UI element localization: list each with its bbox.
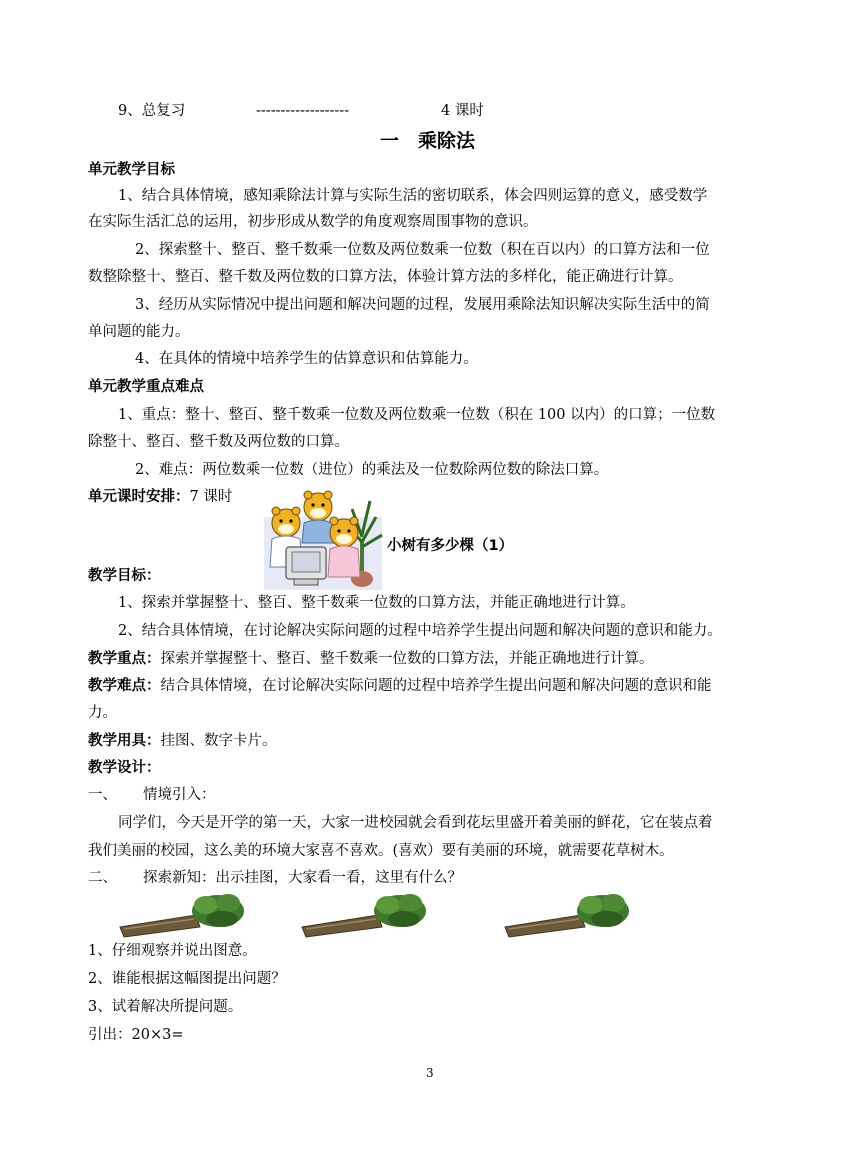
lesson-key: [88, 649, 654, 669]
lesson-key-label: 教学重点：: [88, 651, 161, 667]
task-line: 1、仔细观察并说出图意。: [88, 943, 257, 959]
step2-title: 探索新知：出示挂图，大家看一看，这里有什么？: [143, 870, 462, 886]
lesson-tools-text: 挂图、数字卡片。: [160, 733, 277, 749]
lesson-tools: [88, 731, 277, 751]
unit-goal-line: 数整除整十、整百、整千数及两位数的口算方法，体验计算方法的多样化，能正确进行计算。: [88, 269, 683, 285]
lesson-goal-line: 2、结合具体情境，在讨论解决实际问题的过程中培养学生提出问题和解决问题的意识和能力。: [118, 623, 722, 639]
unit-goals-heading: 单元教学目标: [88, 162, 175, 178]
lesson-tools-label: 教学用具：: [88, 733, 161, 749]
lesson-difficult-cont: 力。: [88, 705, 117, 721]
fallen-tree-image: [118, 893, 246, 941]
unit-schedule-label: 单元课时安排：: [88, 489, 190, 505]
lesson-difficult-label: 教学难点：: [88, 678, 161, 694]
unit-goal-line: 在实际生活汇总的运用，初步形成从数学的角度观察周围事物的意识。: [88, 214, 538, 230]
intro-line: 同学们，今天是开学的第一天，大家一进校园就会看到花坛里盛开着美丽的鲜花，它在装点着: [118, 815, 713, 831]
lesson-difficult: [88, 676, 712, 696]
unit-title: 一 乘除法: [380, 130, 476, 152]
unit-key-line: 1、重点：整十、整百、整千数乘一位数及两位数乘一位数（积在 100 以内）的口算；一位数: [118, 407, 716, 423]
step2-number: 二、: [88, 870, 117, 886]
tigers-computer-illustration: [264, 487, 384, 590]
unit-key-line: 除整十、整百、整千数及两位数的口算。: [88, 434, 349, 450]
fallen-tree-image: [503, 893, 631, 941]
unit-goal-line: 单问题的能力。: [88, 324, 190, 340]
derive-line: 引出：20×3=: [88, 1027, 184, 1043]
unit-goal-line: 1、结合具体情境，感知乘除法计算与实际生活的密切联系，体会四则运算的意义，感受数学: [118, 188, 708, 204]
step1-number: 一、: [88, 787, 117, 803]
toc-item: 9、总复习: [118, 103, 186, 119]
unit-schedule: [88, 487, 232, 507]
toc-leader: -------------------: [256, 103, 350, 119]
page-number: 3: [426, 1066, 434, 1080]
unit-schedule-value: 7 课时: [189, 489, 233, 505]
step1-title: 情境引入：: [143, 787, 216, 803]
intro-line: 我们美丽的校园，这么美的环境大家喜不喜欢。(喜欢）要有美丽的环境，就需要花草树木。: [88, 843, 674, 859]
task-line: 2、谁能根据这幅图提出问题？: [88, 971, 286, 987]
unit-goal-line: 2、探索整十、整百、整千数乘一位数及两位数乘一位数（积在百以内）的口算方法和一位: [135, 242, 710, 258]
task-line: 3、试着解决所提问题。: [88, 999, 243, 1015]
lesson-goal-line: 1、探索并掌握整十、整百、整千数乘一位数的口算方法，并能正确地进行计算。: [118, 595, 635, 611]
unit-key-heading: 单元教学重点难点: [88, 379, 204, 395]
fallen-tree-image: [300, 893, 428, 941]
lesson-difficult-text: 结合具体情境，在讨论解决实际问题的过程中培养学生提出问题和解决问题的意识和能: [160, 678, 712, 694]
lesson-design-heading: 教学设计：: [88, 760, 161, 776]
toc-hours: 4 课时: [441, 103, 484, 119]
lesson-key-text: 探索并掌握整十、整百、整千数乘一位数的口算方法，并能正确地进行计算。: [160, 651, 654, 667]
lesson-title: 小树有多少棵（1）: [387, 538, 514, 554]
lesson-goals-heading: 教学目标：: [88, 568, 161, 584]
unit-goal-line: 3、经历从实际情况中提出问题和解决问题的过程，发展用乘除法知识解决实际生活中的简: [135, 297, 710, 313]
unit-goal-line: 4、在具体的情境中培养学生的估算意识和估算能力。: [135, 351, 478, 367]
unit-key-line: 2、难点：两位数乘一位数（进位）的乘法及一位数除两位数的除法口算。: [135, 462, 609, 478]
